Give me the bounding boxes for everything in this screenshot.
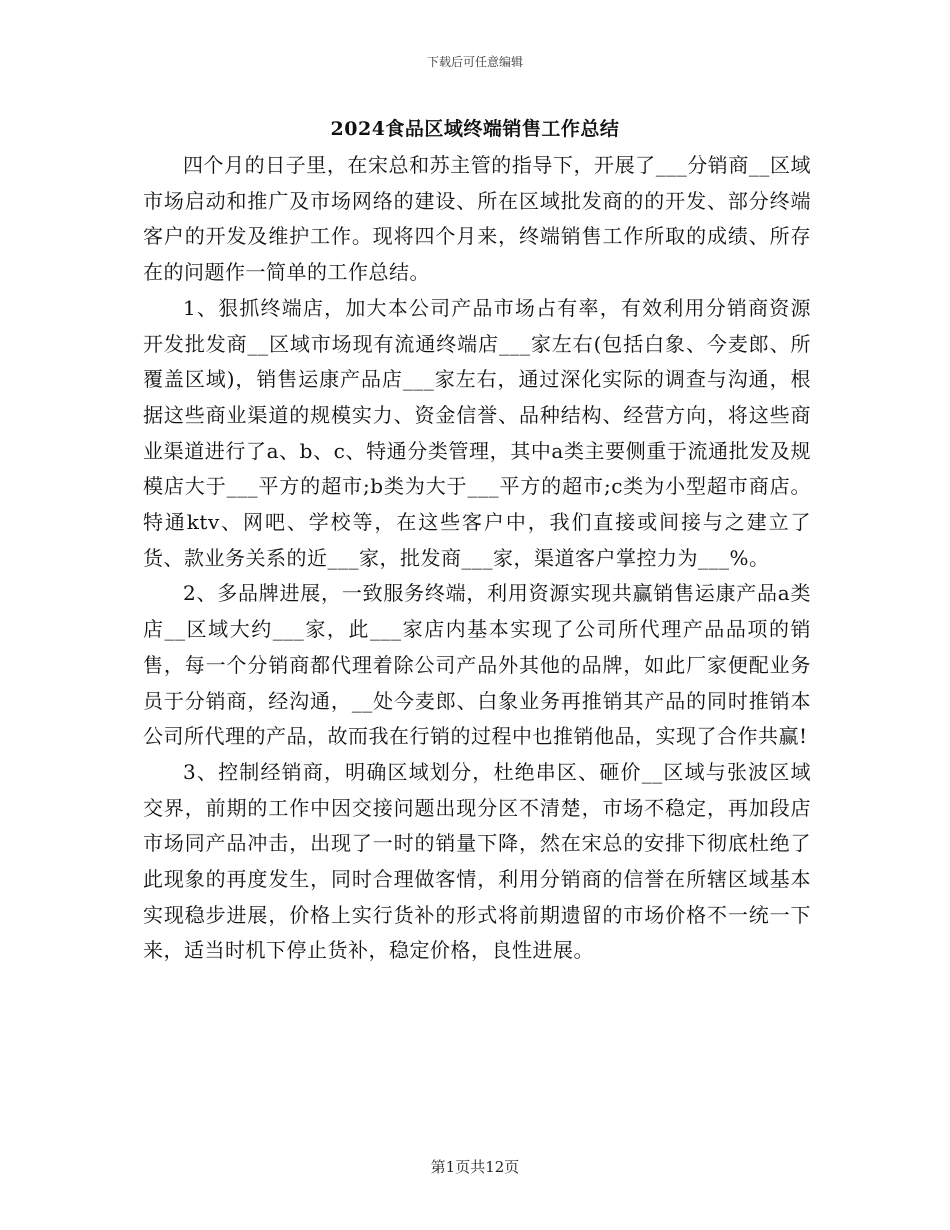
header-note: 下载后可任意编辑 [426, 55, 523, 69]
paragraph-3: 3、控制经销商，明确区域划分，杜绝串区、砸价__区域与张波区域交界，前期的工作中因交接问题出现分区不清楚，市场不稳定，再加段店市场同产品冲击，出现了一时的销量下降，然在宋总的安排下彻底杜绝了此现象的再度发生，同时合理做客情，利用分销商的信誉在所辖区域基本实现稳步进展，价格上实行货补的形式将前期遗留的市场价格不一统一下来，适当时机下停止货补，稳定价格，良性进展。 [143, 759, 811, 963]
document-title: 2024食品区域终端销售工作总结 [330, 118, 620, 140]
paragraph-intro: 四个月的日子里，在宋总和苏主管的指导下，开展了___分销商__区域市场启动和推广及市场网络的建设、所在区域批发商的的开发、部分终端客户的开发及维护工作。现将四个月来，终端销售工作所取的成绩、所存在的问题作一简单的工作总结。 [143, 153, 811, 285]
paragraph-1: 1、狠抓终端店，加大本公司产品市场占有率，有效利用分销商资源开发批发商__区域市场现有流通终端店___家左右(包括白象、今麦郎、所覆盖区域)，销售运康产品店___家左右，通过深化实际的调查与沟通，根据这些商业渠道的规模实力、资金信誉、品种结构、经营方向，将这些商业渠道进行了a、b、c、特通分类管理，其中a类主要侧重于流通批发及规模店大于___平方的超市;b类为大于___平方的超市;c类为小型超市商店。特通ktv、网吧、学校等，在这些客户中，我们直接或间接与之建立了货、款业务关系的近___家，批发商___家，渠道客户掌控力为___%。 [143, 295, 811, 570]
page-number: 第1页共12页 [430, 1158, 520, 1176]
document-body [143, 148, 811, 969]
paragraph-2: 2、多品牌进展，一致服务终端，利用资源实现共赢销售运康产品a类店__区域大约___家，此___家店内基本实现了公司所代理产品品项的销售，每一个分销商都代理着除公司产品外其他的品牌，如此厂家便配业务员于分销商，经沟通，__处今麦郎、白象业务再推销其产品的同时推销本公司所代理的产品，故而我在行销的过程中也推销他品，实现了合作共赢! [143, 581, 811, 749]
